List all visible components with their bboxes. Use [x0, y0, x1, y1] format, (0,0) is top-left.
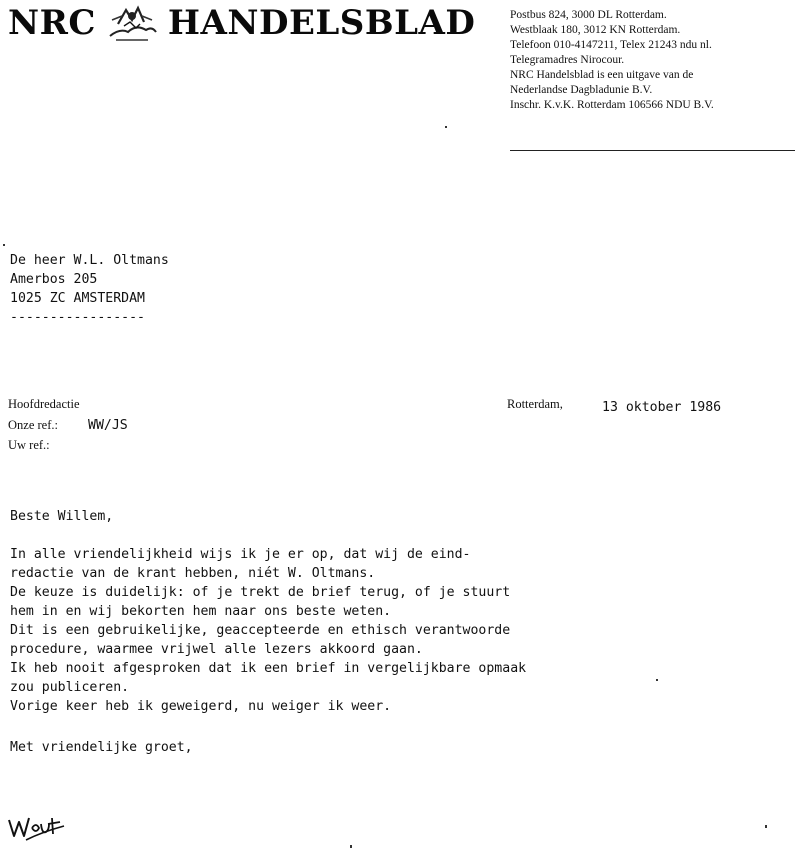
contact-line: Inschr. K.v.K. Rotterdam 106566 NDU B.V.: [510, 99, 714, 111]
scan-speck: [656, 679, 658, 681]
closing: Met vriendelijke groet,: [10, 740, 193, 755]
contact-line: Westblaak 180, 3012 KN Rotterdam.: [510, 24, 681, 36]
salutation: Beste Willem,: [10, 509, 114, 524]
handwritten-signature: [6, 810, 66, 846]
brand-left: NRC: [8, 3, 96, 43]
scan-speck: [765, 825, 767, 828]
our-ref-value: WW/JS: [88, 418, 128, 433]
body-line: Vorige keer heb ik geweigerd, nu weiger ik weer.: [10, 699, 392, 714]
scan-speck: [350, 845, 352, 848]
address-line: De heer W.L. Oltmans: [10, 253, 169, 268]
address-line: 1025 ZC AMSTERDAM: [10, 291, 145, 306]
body-line: In alle vriendelijkheid wijs ik je er op, dat wij de eind-: [10, 547, 471, 562]
contact-line: Postbus 824, 3000 DL Rotterdam.: [510, 9, 667, 21]
letterhead-divider: [510, 150, 795, 151]
contact-line: Telefoon 010-4147211, Telex 21243 ndu nl.: [510, 39, 712, 51]
letterhead-contact-block: [510, 8, 790, 113]
body-line: De keuze is duidelijk: of je trekt de brief terug, of je stuurt: [10, 585, 511, 600]
department-label: Hoofdredactie: [8, 397, 80, 411]
scan-speck: [3, 244, 5, 246]
body-line: hem in en wij bekorten hem naar ons beste weten.: [10, 604, 392, 619]
body-line: Dit is een gebruikelijke, geaccepteerde en ethisch verantwoorde: [10, 623, 511, 638]
contact-line: Telegramadres Nirocour.: [510, 54, 625, 66]
contact-line: Nederlandse Dagbladunie B.V.: [510, 84, 653, 96]
body-line: redactie van de krant hebben, niét W. Oltmans.: [10, 566, 376, 581]
nrc-emblem-icon: [106, 2, 158, 44]
recipient-address: [10, 251, 169, 327]
letter-body: [10, 545, 526, 716]
contact-line: NRC Handelsblad is een uitgave van de: [510, 69, 694, 81]
masthead: [8, 2, 475, 44]
our-ref-label: Onze ref.:: [8, 418, 58, 432]
address-line: Amerbos 205: [10, 272, 98, 287]
brand-right: HANDELSBLAD: [167, 3, 476, 43]
address-underline: -----------------: [10, 310, 145, 325]
scan-speck: [445, 126, 447, 128]
body-line: procedure, waarmee vrijwel alle lezers akkoord gaan.: [10, 642, 423, 657]
your-ref-label: Uw ref.:: [8, 438, 50, 452]
place-label: Rotterdam,: [507, 397, 563, 411]
body-line: Ik heb nooit afgesproken dat ik een brief in vergelijkbare opmaak: [10, 661, 527, 676]
letter-date: 13 oktober 1986: [602, 400, 722, 415]
body-line: zou publiceren.: [10, 680, 130, 695]
